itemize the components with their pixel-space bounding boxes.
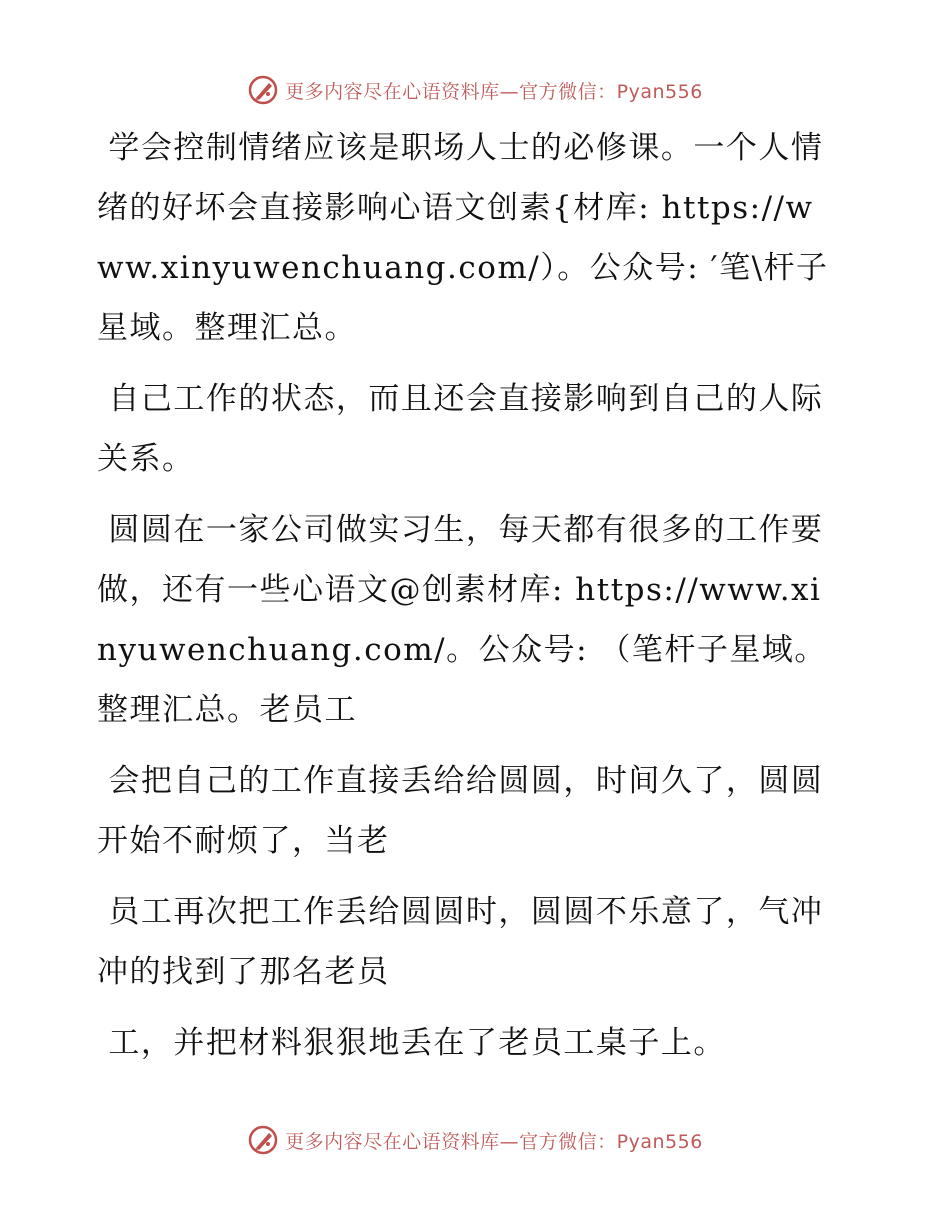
paragraph-3: 圆圆在一家公司做实习生，每天都有很多的工作要做，还有一些心语文@创素材库: https://www.xinyuwenchuang.com/。公众号: （笔杆子星域。整理汇总。老员工 <box>97 512 827 728</box>
paragraph-6: 工，并把材料狠狠地丢在了老员工桌子上。 <box>97 1025 726 1061</box>
header-watermark-text: 更多内容尽在心语资料库—官方微信：Pyan556 <box>285 80 703 103</box>
footer-watermark-banner <box>0 1120 950 1160</box>
paragraph-5: 员工再次把工作丢给圆圆时，圆圆不乐意了，气冲冲的找到了那名老员 <box>97 894 824 990</box>
paragraph-4: 会把自己的工作直接丢给给圆圆，时间久了，圆圆开始不耐烦了，当老 <box>97 763 824 859</box>
quill-pen-logo-icon <box>247 1124 279 1156</box>
footer-watermark-text: 更多内容尽在心语资料库—官方微信：Pyan556 <box>285 1130 703 1153</box>
paragraph-1: 学会控制情绪应该是职场人士的必修课。一个人情绪的好坏会直接影响心语文创素{材库: https://www.xinyuwenchuang.com/）。公众号: ′笔\杆子星域。整理汇总。 <box>97 130 829 346</box>
document-body <box>97 118 837 1084</box>
quill-pen-logo-icon <box>247 74 279 106</box>
paragraph-2: 自己工作的状态，而且还会直接影响到自己的人际关系。 <box>97 381 824 477</box>
header-watermark-banner <box>0 70 950 110</box>
